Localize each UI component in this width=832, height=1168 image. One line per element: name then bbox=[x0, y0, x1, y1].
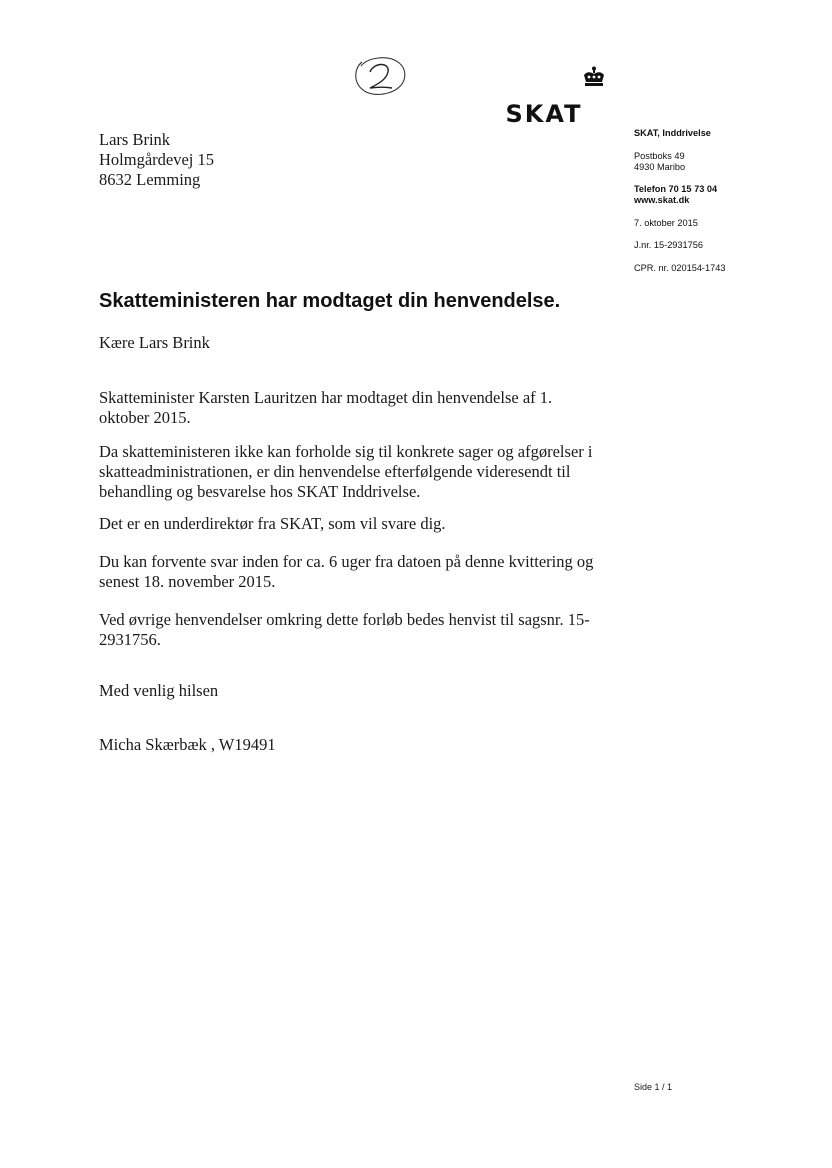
journal-number: J.nr. 15-2931756 bbox=[634, 240, 703, 250]
signature: Micha Skærbæk , W19491 bbox=[99, 735, 276, 754]
paragraph: Ved øvrige henvendelser omkring dette forløb bedes henvist til sagsnr. 15-2931756. bbox=[99, 610, 590, 649]
sender-website: www.skat.dk bbox=[634, 195, 690, 205]
cpr-number: CPR. nr. 020154-1743 bbox=[634, 263, 726, 273]
paragraph: Du kan forvente svar inden for ca. 6 uger fra datoen på denne kvittering og senest 18. november 2015. bbox=[99, 552, 594, 591]
recipient-street: Holmgårdevej 15 bbox=[99, 150, 215, 169]
sender-postbox: Postboks 49 bbox=[634, 151, 685, 161]
crown-icon bbox=[581, 66, 607, 90]
skat-logo bbox=[493, 101, 595, 127]
sender-phone: Telefon 70 15 73 04 bbox=[634, 184, 718, 194]
handwritten-page-mark bbox=[348, 50, 408, 100]
recipient-name: Lars Brink bbox=[99, 130, 171, 149]
greeting: Kære Lars Brink bbox=[99, 333, 210, 352]
paragraph: Da skatteministeren ikke kan forholde sig til konkrete sager og afgørelser i skatteadministrationen, er din henvendelse efterfølgende videresendt til behandling og besvarelse hos SKAT Inddrivelse. bbox=[99, 442, 593, 501]
recipient-address bbox=[99, 130, 214, 190]
paragraph: Det er en underdirektør fra SKAT, som vil svare dig. bbox=[99, 514, 446, 533]
page-number: Side 1 / 1 bbox=[634, 1082, 673, 1092]
sender-postal-city: 4930 Maribo bbox=[634, 162, 686, 172]
recipient-city: 8632 Lemming bbox=[99, 170, 201, 189]
sender-org: SKAT, Inddrivelse bbox=[634, 128, 711, 138]
skat-logo-text: SKAT bbox=[505, 101, 583, 127]
paragraph: Skatteminister Karsten Lauritzen har modtaget din henvendelse af 1. oktober 2015. bbox=[99, 388, 553, 427]
closing: Med venlig hilsen bbox=[99, 681, 219, 700]
letter-date: 7. oktober 2015 bbox=[634, 218, 698, 228]
letter-heading: Skatteministeren har modtaget din henvendelse. bbox=[99, 290, 561, 312]
